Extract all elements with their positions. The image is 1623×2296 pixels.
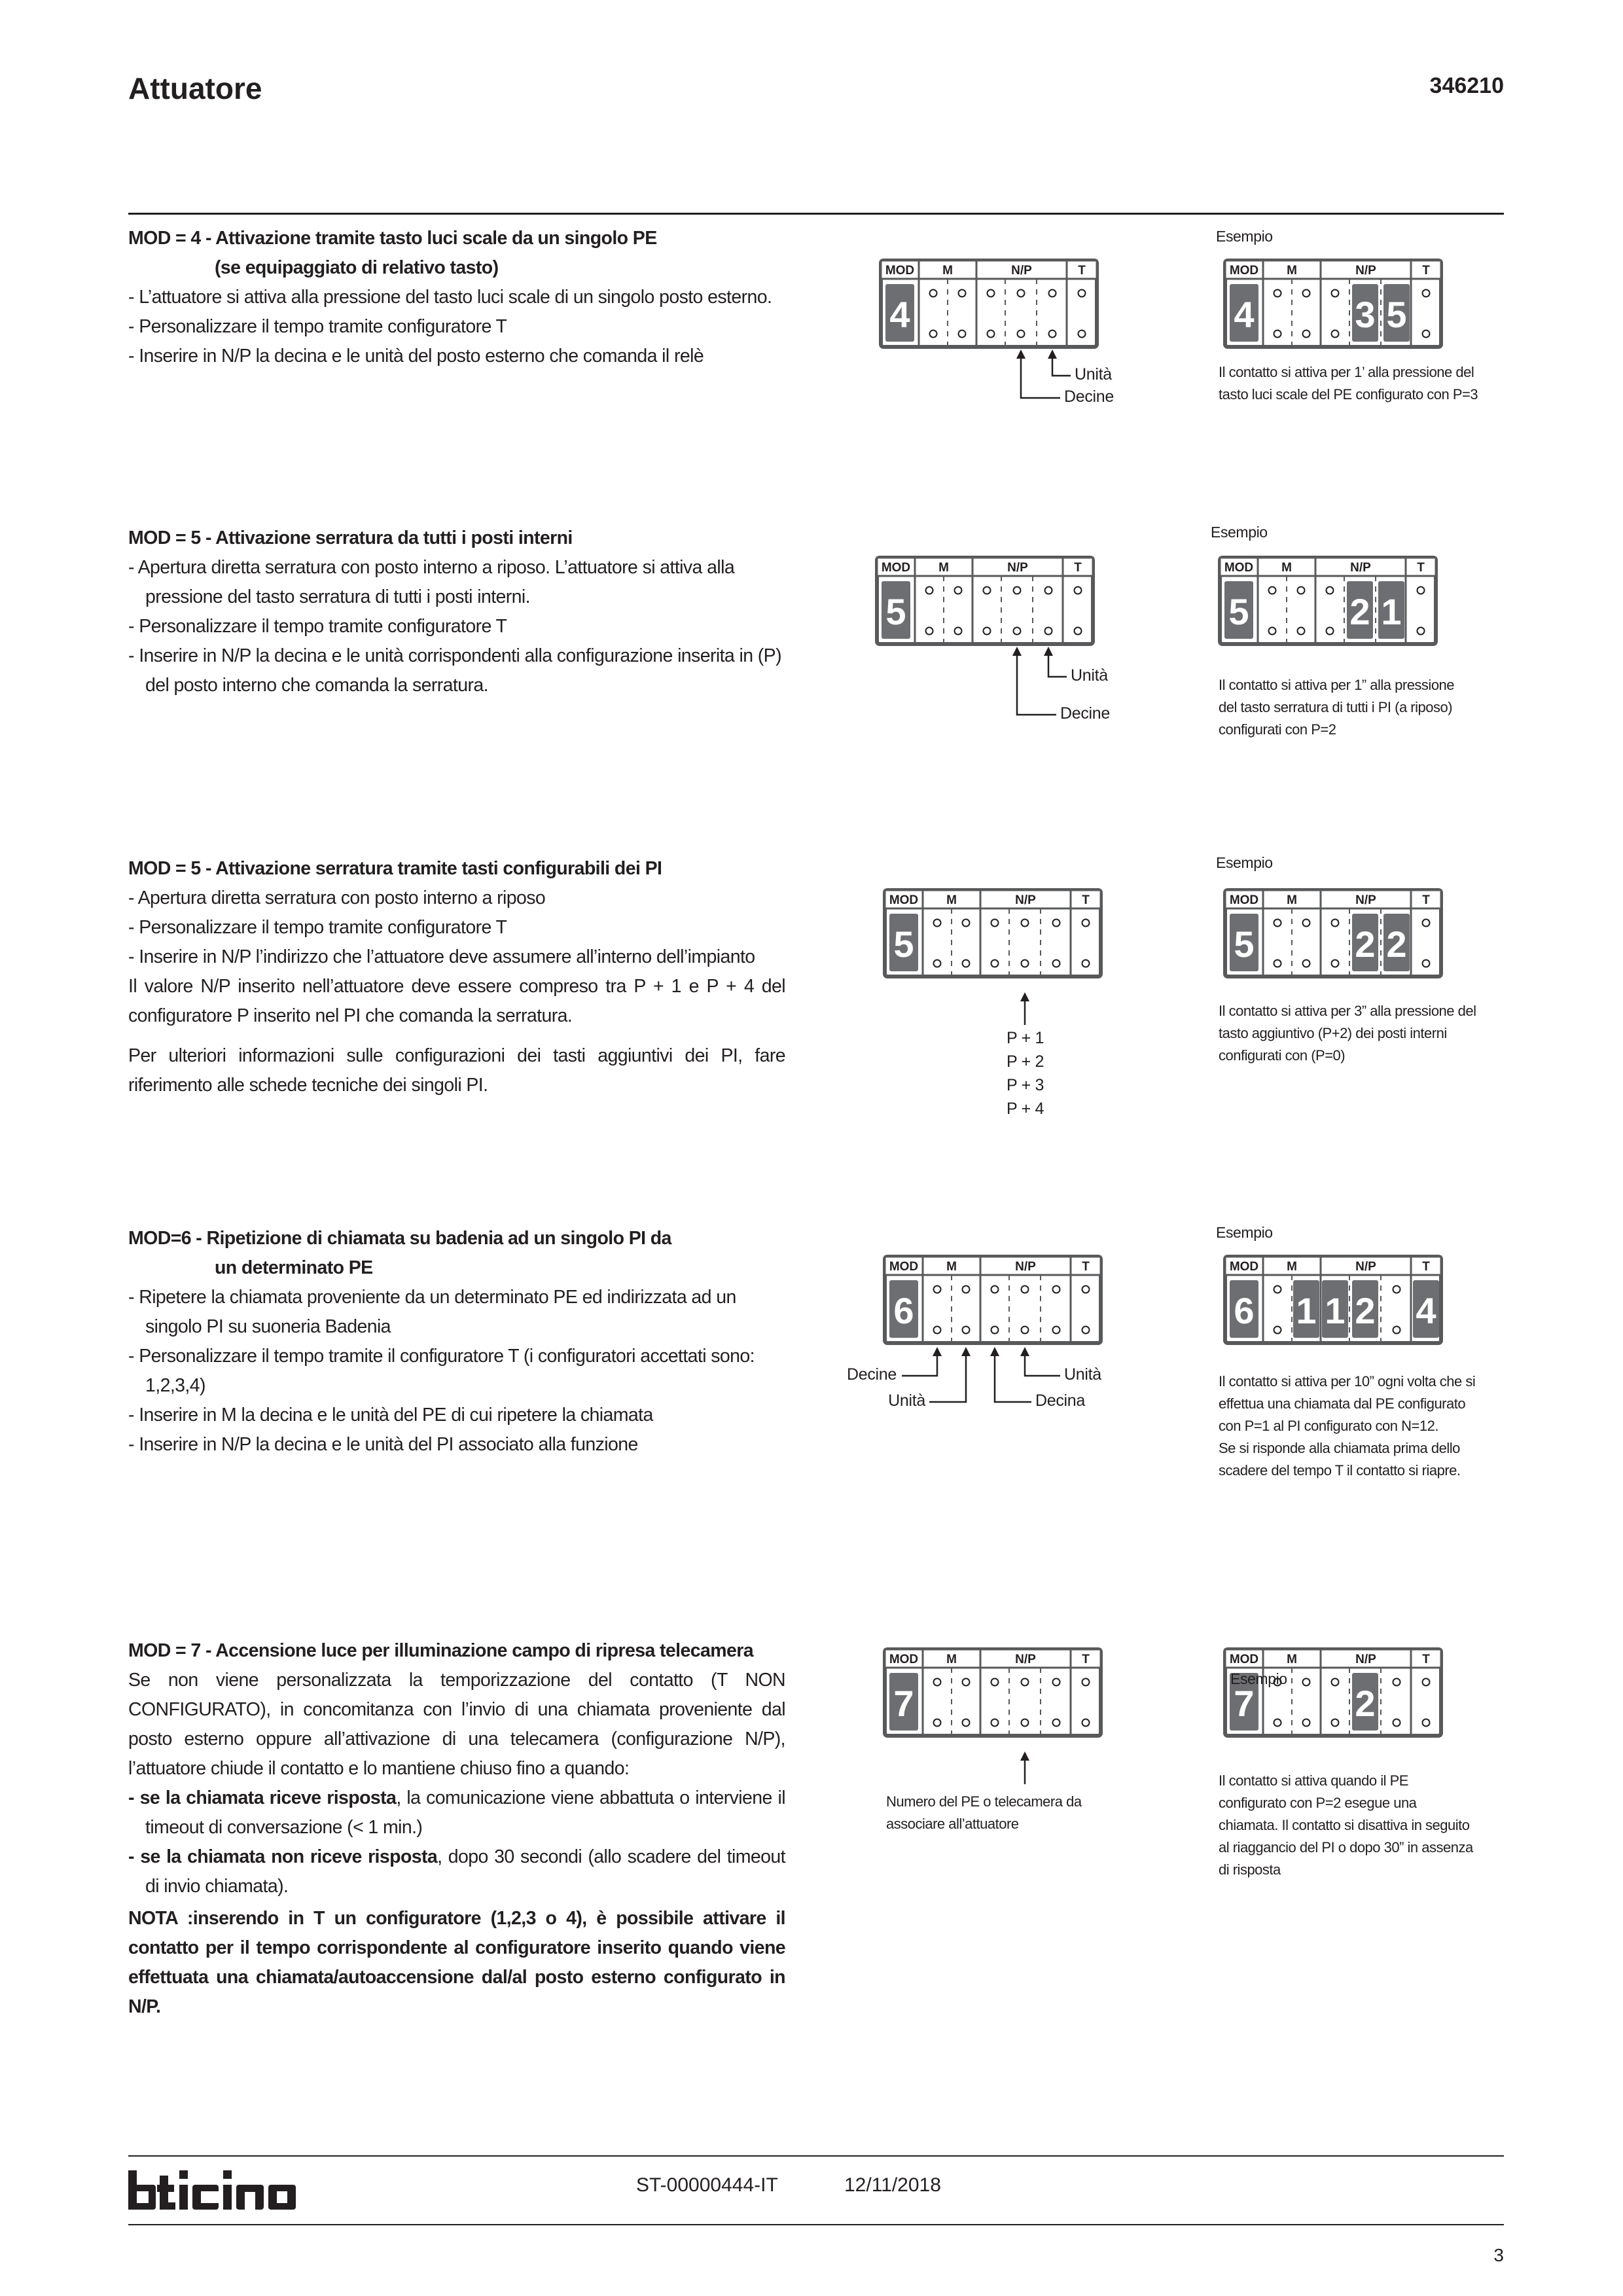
pin-circle-bottom xyxy=(1045,628,1052,635)
pin-circle-top xyxy=(1423,290,1430,297)
arrow-up-icon xyxy=(1020,1751,1029,1761)
pin-circle-bottom xyxy=(991,1327,999,1334)
caption-line: effettua una chiamata dal PE configurato xyxy=(1219,1395,1466,1412)
document-id: ST-00000444-IT xyxy=(636,2174,778,2196)
pin-circle-top xyxy=(934,1679,941,1686)
arrow-up-icon xyxy=(1048,350,1057,359)
pin-circle-top xyxy=(963,920,970,927)
arrow-up-icon xyxy=(961,1347,971,1356)
pin-circle-top xyxy=(959,290,966,297)
pin-circle-bottom xyxy=(1423,1719,1430,1727)
pin-circle-bottom xyxy=(930,331,937,338)
example-configurator-box xyxy=(1220,558,1436,644)
caption-line: al riaggancio del PI o dopo 30” in assenza xyxy=(1219,1839,1473,1856)
header-rule xyxy=(128,213,1504,215)
slot-value: 5 xyxy=(893,924,914,965)
pin-circle-top xyxy=(963,1286,970,1293)
bullet-item: - Personalizzare il tempo tramite il configuratore T (i configuratori accettati sono: 1,2,3,4) xyxy=(128,1346,755,1396)
diagram-configurator-box xyxy=(885,890,1101,977)
box-header-label-t: T xyxy=(1422,1653,1430,1666)
pin-circle-top xyxy=(1053,1679,1060,1686)
slot-value: 6 xyxy=(893,1290,914,1331)
box-header-label-np: N/P xyxy=(1355,264,1376,278)
diagram-legend-label: P + 1 xyxy=(1007,1029,1044,1047)
diagram-legend-label: P + 2 xyxy=(1007,1052,1044,1071)
caption-line: configurati con P=2 xyxy=(1219,721,1336,738)
section-heading: MOD=6 - Ripetizione di chiamata su badenia ad un singolo PI da xyxy=(128,1228,671,1249)
pin-circle-bottom xyxy=(991,960,999,967)
bullet-item: - Inserire in M la decina e le unità del PE di cui ripetere la chiamata xyxy=(128,1405,653,1426)
box-header-label-m: M xyxy=(1287,1653,1297,1666)
arrow-up-icon xyxy=(1012,647,1022,656)
leader-line xyxy=(1048,655,1067,677)
pin-circle-bottom xyxy=(934,960,941,967)
spacer xyxy=(128,1031,785,1041)
box-header-label-m: M xyxy=(1287,264,1297,278)
arrow-up-icon xyxy=(1044,647,1053,656)
footer-rule-top xyxy=(128,2155,1504,2157)
section-heading: MOD = 5 - Attivazione serratura da tutti i posti interni xyxy=(128,528,573,548)
example-configurator-box xyxy=(1225,260,1441,347)
bullet-item: - Apertura diretta serratura con posto interno a riposo xyxy=(128,888,546,908)
slot-value: 1 xyxy=(1381,591,1402,632)
example-caption xyxy=(1219,1770,1500,1881)
footer-rule-bottom xyxy=(128,2224,1504,2225)
bullet-item xyxy=(128,1784,785,1842)
pin-circle-bottom xyxy=(955,628,962,635)
section-text-4 xyxy=(128,1224,785,1460)
caption-line: Il contatto si attiva per 3” alla pressione del xyxy=(1219,1003,1476,1019)
leader-line xyxy=(902,1355,937,1376)
box-header-label-t: T xyxy=(1417,561,1425,575)
pin-circle-top xyxy=(926,587,933,594)
example-caption xyxy=(1219,1000,1500,1067)
pin-circle-bottom xyxy=(1303,960,1310,967)
box-header-label-mod: MOD xyxy=(889,893,919,907)
box-header-label-t: T xyxy=(1422,893,1430,907)
pin-circle-top xyxy=(930,290,937,297)
diagram-legend-label: Decine xyxy=(846,1365,897,1384)
section-heading: MOD = 5 - Attivazione serratura tramite tasti configurabili dei PI xyxy=(128,858,662,879)
leader-lines-3 xyxy=(780,977,1173,1147)
diagram-configurator-box xyxy=(877,558,1093,644)
box-header-label-mod: MOD xyxy=(1229,264,1259,278)
section-heading: MOD = 7 - Accensione luce per illuminazione campo di ripresa telecamera xyxy=(128,1640,753,1661)
pin-circle-bottom xyxy=(1332,1719,1339,1727)
pin-circle-bottom xyxy=(1022,1327,1029,1334)
page-number: 3 xyxy=(1493,2245,1504,2265)
configurator-diagram-1 xyxy=(874,254,1103,353)
pin-circle-top xyxy=(1079,290,1086,297)
section-text-2 xyxy=(128,524,785,700)
pin-circle-top xyxy=(988,290,995,297)
pin-circle-top xyxy=(1269,587,1276,594)
arrow-up-icon xyxy=(933,1347,942,1356)
note-paragraph: NOTA :inserendo in T un configuratore (1,2,3 o 4), è possibile attivare il contatto per il tempo corrispondente al configuratore inserito quando viene effettuata una chiamata/autoaccensione dal/al posto esterno configurato in N/P. xyxy=(128,1908,785,2017)
box-header-label-mod: MOD xyxy=(889,1653,919,1666)
caption-line: Il contatto si attiva per 1” alla pressione xyxy=(1219,677,1455,693)
leader-line xyxy=(929,1355,966,1402)
pin-circle-top xyxy=(991,1679,999,1686)
slot-value: 3 xyxy=(1355,294,1376,335)
bullet-item: - Inserire in N/P la decina e le unità corrispondenti alla configurazione inserita in (P) del posto interno che comanda la serratura. xyxy=(128,645,781,696)
diagram-legend-label: Decine xyxy=(1064,387,1115,406)
pin-circle-bottom xyxy=(1014,628,1021,635)
pin-circle-top xyxy=(1303,290,1310,297)
box-header-label-m: M xyxy=(946,1260,957,1274)
paragraph: Se non viene personalizzata la temporizzazione del contatto (T NON CONFIGURATO), in concomitanza con l’invio di una chiamata proveniente dal posto esterno oppure all’attivazione di una telecamera (configurazione N/P), l’attuatore chiude il contatto e lo mantiene chiuso fino a quando: xyxy=(128,1670,785,1779)
pin-circle-top xyxy=(1274,1286,1281,1293)
caption-line: tasto aggiuntivo (P+2) dei posti interni xyxy=(1219,1025,1447,1041)
diagram-legend-label: Unità xyxy=(1071,666,1108,685)
pin-circle-top xyxy=(1053,1286,1060,1293)
box-header-label-np: N/P xyxy=(1011,264,1032,278)
pin-circle-top xyxy=(1332,1679,1339,1686)
bullet-item: - Personalizzare il tempo tramite configuratore T xyxy=(128,616,507,637)
example-configurator-box xyxy=(1225,1649,1441,1736)
diagram-legend-label: Unità xyxy=(1064,1365,1101,1384)
pin-circle-top xyxy=(991,1286,999,1293)
pin-circle-bottom xyxy=(1053,1327,1060,1334)
slot-value: 2 xyxy=(1386,924,1407,965)
slot-value: 2 xyxy=(1355,1683,1376,1724)
section-heading-cont: (se equipaggiato di relativo tasto) xyxy=(215,257,499,278)
arrow-up-icon xyxy=(1020,1347,1029,1356)
box-header-label-mod: MOD xyxy=(1229,1260,1259,1274)
pin-circle-top xyxy=(1418,587,1425,594)
caption-line: di risposta xyxy=(1219,1861,1281,1878)
product-code: 346210 xyxy=(1429,73,1504,98)
diagram-configurator-box xyxy=(885,1649,1101,1736)
slot-value: 6 xyxy=(1234,1290,1255,1331)
diagram-legend-label xyxy=(886,1791,1168,1835)
pin-circle-top xyxy=(955,587,962,594)
bullet-item: - Inserire in N/P l’indirizzo che l’attuatore deve assumere all’interno dell’impianto xyxy=(128,946,755,967)
example-caption xyxy=(1219,674,1500,741)
pin-circle-top xyxy=(1022,1679,1029,1686)
box-header-label-m: M xyxy=(1281,561,1292,575)
box-header-label-m: M xyxy=(942,264,953,278)
pin-circle-bottom xyxy=(1079,331,1086,338)
box-header-label-np: N/P xyxy=(1015,1653,1036,1666)
caption-line: del tasto serratura di tutti i PI (a riposo) xyxy=(1219,699,1453,715)
paragraph: Per ulteriori informazioni sulle configurazioni dei tasti aggiuntivi dei PI, fare riferimento alle schede tecniche dei singoli PI. xyxy=(128,1045,785,1096)
pin-circle-top xyxy=(1082,920,1090,927)
slot-value: 2 xyxy=(1355,924,1376,965)
caption-line: tasto luci scale del PE configurato con P=3 xyxy=(1219,386,1478,403)
example-label: Esempio xyxy=(1216,854,1273,871)
pin-circle-top xyxy=(1327,587,1334,594)
box-header-label-mod: MOD xyxy=(881,561,911,575)
bullet-item: - Personalizzare il tempo tramite configuratore T xyxy=(128,316,507,337)
bullet-emphasis: - se la chiamata non riceve risposta xyxy=(128,1846,438,1867)
diagram-legend-label: P + 4 xyxy=(1007,1100,1044,1118)
arrow-up-icon xyxy=(1016,350,1026,359)
box-header-label-t: T xyxy=(1082,893,1090,907)
bullet-emphasis: - se la chiamata riceve risposta xyxy=(128,1787,397,1808)
bullet-item: - Inserire in N/P la decina e le unità del posto esterno che comanda il relè xyxy=(128,346,704,367)
box-header-label-m: M xyxy=(946,893,957,907)
section-heading: MOD = 4 - Attivazione tramite tasto luci scale da un singolo PE xyxy=(128,228,657,249)
caption-line: Il contatto si attiva quando il PE xyxy=(1219,1772,1408,1789)
pin-circle-top xyxy=(934,1286,941,1293)
leader-line xyxy=(1052,357,1071,376)
box-header-label-m: M xyxy=(1287,1260,1297,1274)
pin-circle-bottom xyxy=(1274,1327,1281,1334)
pin-circle-bottom xyxy=(1332,331,1339,338)
slot-value: 5 xyxy=(1228,591,1249,632)
pin-circle-bottom xyxy=(1418,628,1425,635)
pin-circle-top xyxy=(1393,1286,1400,1293)
diagram-legend-label: Decina xyxy=(1035,1391,1086,1410)
pin-circle-top xyxy=(963,1679,970,1686)
pin-circle-bottom xyxy=(1393,1327,1400,1334)
configurator-diagram-4 xyxy=(878,1250,1107,1350)
box-header-label-np: N/P xyxy=(1015,1260,1036,1274)
configurator-diagram-3 xyxy=(878,884,1107,983)
pin-circle-bottom xyxy=(991,1719,999,1727)
configurator-diagram-2 xyxy=(870,551,1099,651)
pin-circle-bottom xyxy=(1303,331,1310,338)
pin-circle-bottom xyxy=(1022,1719,1029,1727)
bullet-item: - L’attuatore si attiva alla pressione del tasto luci scale di un singolo posto esterno. xyxy=(128,287,772,308)
box-header-label-m: M xyxy=(938,561,949,575)
slot-value: 5 xyxy=(1386,294,1407,335)
section-heading-cont: un determinato PE xyxy=(215,1257,373,1278)
bullet-item: - Ripetere la chiamata proveniente da un determinato PE ed indirizzata ad un singolo PI su suoneria Badenia xyxy=(128,1287,736,1337)
box-header-label-mod: MOD xyxy=(889,1260,919,1274)
pin-circle-bottom xyxy=(963,1327,970,1334)
caption-line: Il contatto si attiva per 1’ alla pressione del xyxy=(1219,364,1474,380)
diagram-configurator-box xyxy=(881,260,1097,347)
pin-circle-bottom xyxy=(1274,960,1281,967)
pin-circle-bottom xyxy=(1274,1719,1281,1727)
example-diagram-4 xyxy=(1219,1250,1448,1350)
example-caption xyxy=(1219,361,1500,406)
brand-logo xyxy=(128,2170,332,2214)
bullet-text: , dopo 30 secondi (allo scadere del timeout di invio chiamata). xyxy=(145,1846,785,1897)
section-text-1 xyxy=(128,224,785,371)
pin-circle-top xyxy=(1393,1679,1400,1686)
bullet-item xyxy=(128,1842,785,1901)
pin-circle-bottom xyxy=(1298,628,1305,635)
leader-line xyxy=(995,1355,1031,1402)
box-header-label-t: T xyxy=(1082,1653,1090,1666)
diagram-configurator-box xyxy=(885,1257,1101,1343)
pin-circle-bottom xyxy=(959,331,966,338)
pin-circle-bottom xyxy=(1303,1719,1310,1727)
bullet-text: , la comunicazione viene abbattuta o interviene il timeout di conversazione (< 1 min.) xyxy=(145,1787,785,1838)
pin-circle-bottom xyxy=(1053,1719,1060,1727)
bullet-item: - Personalizzare il tempo tramite configuratore T xyxy=(128,917,507,938)
example-configurator-box xyxy=(1225,1257,1441,1343)
diagram-legend-label: P + 3 xyxy=(1007,1076,1044,1094)
pin-circle-bottom xyxy=(1274,331,1281,338)
pin-circle-top xyxy=(1022,920,1029,927)
pin-circle-top xyxy=(1423,920,1430,927)
pin-circle-bottom xyxy=(1018,331,1025,338)
box-header-label-np: N/P xyxy=(1350,561,1371,575)
pin-circle-bottom xyxy=(1082,1327,1090,1334)
diagram-legend-label: Decine xyxy=(1060,704,1111,723)
pin-circle-top xyxy=(984,587,991,594)
slot-value: 7 xyxy=(893,1683,914,1724)
pin-circle-top xyxy=(1082,1679,1090,1686)
leader-line xyxy=(1017,655,1056,715)
bullet-item: - Inserire in N/P la decina e le unità del PI associato alla funzione xyxy=(128,1434,638,1455)
box-header-label-t: T xyxy=(1422,1260,1430,1274)
pin-circle-top xyxy=(1298,587,1305,594)
pin-circle-top xyxy=(1018,290,1025,297)
box-header-label-np: N/P xyxy=(1007,561,1028,575)
slot-value: 4 xyxy=(1416,1290,1436,1331)
box-header-label-mod: MOD xyxy=(1229,893,1259,907)
slot-value: 1 xyxy=(1296,1290,1317,1331)
page-title: Attuatore xyxy=(128,71,262,105)
pin-circle-bottom xyxy=(934,1327,941,1334)
pin-circle-bottom xyxy=(984,628,991,635)
bullet-item: - Apertura diretta serratura con posto interno a riposo. L’attuatore si attiva alla pressione del tasto serratura di tutti i posti interni. xyxy=(128,557,735,607)
pin-circle-top xyxy=(1303,1679,1310,1686)
pin-circle-top xyxy=(934,920,941,927)
box-header-label-mod: MOD xyxy=(885,264,915,278)
pin-circle-bottom xyxy=(1053,960,1060,967)
slot-value: 2 xyxy=(1355,1290,1376,1331)
box-header-label-t: T xyxy=(1082,1260,1090,1274)
example-label: Esempio xyxy=(1211,524,1268,541)
pin-circle-bottom xyxy=(1423,960,1430,967)
pin-circle-bottom xyxy=(988,331,995,338)
pin-circle-top xyxy=(1274,290,1281,297)
example-diagram-2 xyxy=(1213,551,1442,651)
pin-circle-top xyxy=(1274,920,1281,927)
pin-circle-top xyxy=(1303,920,1310,927)
box-header-label-np: N/P xyxy=(1015,893,1036,907)
arrow-up-icon xyxy=(990,1347,999,1356)
pin-circle-top xyxy=(1053,920,1060,927)
document-date: 12/11/2018 xyxy=(844,2174,941,2196)
example-diagram-1 xyxy=(1219,254,1448,353)
caption-line: chiamata. Il contatto si disattiva in seguito xyxy=(1219,1817,1470,1833)
caption-line: Se si risponde alla chiamata prima dello xyxy=(1219,1440,1460,1456)
box-header-label-mod: MOD xyxy=(1229,1653,1259,1666)
box-header-label-t: T xyxy=(1078,264,1086,278)
pin-circle-bottom xyxy=(1082,1719,1090,1727)
slot-value: 7 xyxy=(1234,1683,1255,1724)
pin-circle-top xyxy=(1045,587,1052,594)
box-header-label-m: M xyxy=(1287,893,1297,907)
box-header-label-m: M xyxy=(946,1653,957,1666)
box-header-label-mod: MOD xyxy=(1224,561,1254,575)
leader-line xyxy=(1025,1355,1060,1376)
pin-circle-bottom xyxy=(1393,1719,1400,1727)
pin-circle-bottom xyxy=(1049,331,1056,338)
pin-circle-top xyxy=(1332,290,1339,297)
example-configurator-box xyxy=(1225,890,1441,977)
caption-line: configurati con (P=0) xyxy=(1219,1047,1346,1064)
pin-circle-top xyxy=(1423,1679,1430,1686)
leader-line xyxy=(1021,357,1060,398)
pin-circle-bottom xyxy=(1075,628,1082,635)
box-header-label-t: T xyxy=(1074,561,1082,575)
paragraph: Il valore N/P inserito nell’attuatore deve essere compreso tra P + 1 e P + 4 del configuratore P inserito nel PI che comanda la serratura. xyxy=(128,976,785,1026)
pin-circle-bottom xyxy=(1082,960,1090,967)
pin-circle-top xyxy=(991,920,999,927)
section-text-3 xyxy=(128,854,785,1100)
slot-value: 4 xyxy=(889,294,910,335)
pin-circle-top xyxy=(1332,920,1339,927)
example-label: Esempio xyxy=(1230,1670,1287,1687)
example-caption xyxy=(1219,1371,1500,1482)
pin-circle-bottom xyxy=(963,960,970,967)
box-header-label-np: N/P xyxy=(1355,1653,1376,1666)
pin-circle-bottom xyxy=(1332,960,1339,967)
pin-circle-top xyxy=(1075,587,1082,594)
section-text-5 xyxy=(128,1636,785,2022)
example-diagram-3 xyxy=(1219,884,1448,983)
bticino-logo-icon xyxy=(128,2170,332,2211)
pin-circle-top xyxy=(1049,290,1056,297)
caption-line: Il contatto si attiva per 10” ogni volta che si xyxy=(1219,1373,1476,1390)
arrow-up-icon xyxy=(1020,992,1029,1001)
pin-circle-bottom xyxy=(934,1719,941,1727)
box-header-label-t: T xyxy=(1422,264,1430,278)
legend-line: Numero del PE o telecamera da xyxy=(886,1793,1082,1810)
example-label: Esempio xyxy=(1216,1224,1273,1241)
pin-circle-bottom xyxy=(1327,628,1334,635)
diagram-legend-label: Unità xyxy=(1075,365,1112,384)
pin-circle-top xyxy=(1022,1286,1029,1293)
legend-line: associare all’attuatore xyxy=(886,1816,1019,1832)
box-header-label-np: N/P xyxy=(1355,893,1376,907)
example-label: Esempio xyxy=(1216,228,1273,245)
example-diagram-5 xyxy=(1219,1643,1448,1742)
pin-circle-top xyxy=(1014,587,1021,594)
caption-line: con P=1 al PI configurato con N=12. xyxy=(1219,1418,1438,1434)
pin-circle-top xyxy=(1082,1286,1090,1293)
diagram-legend-label: Unità xyxy=(888,1391,925,1410)
pin-circle-bottom xyxy=(963,1719,970,1727)
slot-value: 2 xyxy=(1349,591,1370,632)
pin-circle-bottom xyxy=(1022,960,1029,967)
caption-line: scadere del tempo T il contatto si riapre. xyxy=(1219,1462,1461,1479)
slot-value: 5 xyxy=(1234,924,1255,965)
configurator-diagram-5 xyxy=(878,1643,1107,1742)
pin-circle-bottom xyxy=(1423,331,1430,338)
box-header-label-np: N/P xyxy=(1355,1260,1376,1274)
slot-value: 1 xyxy=(1325,1290,1346,1331)
pin-circle-bottom xyxy=(1269,628,1276,635)
pin-circle-bottom xyxy=(926,628,933,635)
slot-value: 5 xyxy=(885,591,906,632)
caption-line: configurato con P=2 esegue una xyxy=(1219,1795,1417,1811)
slot-value: 4 xyxy=(1234,294,1255,335)
